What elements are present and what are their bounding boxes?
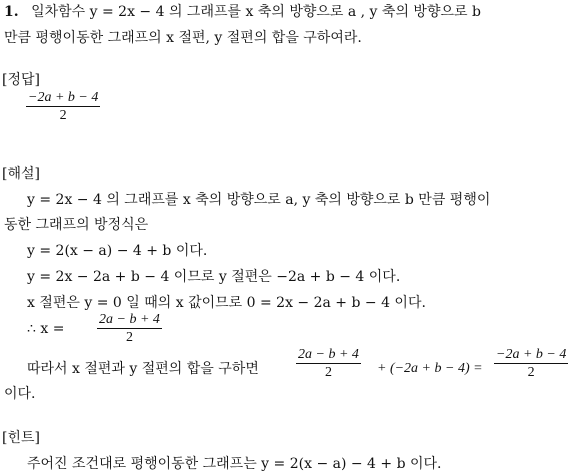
explanation-line-7-middle: + (−2a + b − 4) = [377,361,483,376]
answer-denominator: 2 [59,108,67,123]
answer-heading: [정답] [2,72,40,88]
problem-number: 1. [4,4,19,20]
problem-text-1: 일차함수 y = 2x − 4 의 그래프를 x 축의 방향으로 a , y 축의 방향으로 b [31,4,481,20]
explanation-line-7-numerator-1: 2a − b + 4 [298,347,359,362]
explanation-line-2: 동한 그래프의 방정식은 [4,217,149,233]
explanation-line-8: 이다. [4,386,36,402]
explanation-line-6-numerator: 2a − b + 4 [99,312,160,327]
explanation-line-5: x 절편은 y = 0 일 때의 x 값이므로 0 = 2x − 2a + b − 4 이다. [27,295,426,311]
explanation-line-7-numerator-2: −2a + b − 4 [496,347,567,362]
hint-heading: [힌트] [2,430,40,446]
explanation-line-4: y = 2x − 2a + b − 4 이므로 y 절편은 −2a + b − 4 이다. [27,269,401,285]
explanation-line-1: y = 2x − 4 의 그래프를 x 축의 방향으로 a, y 축의 방향으로 b 만큼 평행이 [27,192,491,208]
answer-numerator: −2a + b − 4 [28,90,99,105]
explanation-line-7-fraction-1 [296,346,361,381]
explanation-line-7-denominator-1: 2 [324,365,332,380]
explanation-line-7-prefix: 따라서 x 절편과 y 절편의 합을 구하면 [27,361,259,377]
explanation-heading: [해설] [2,166,40,182]
answer-fraction [26,89,100,124]
hint-line-1: 주어진 조건대로 평행이동한 그래프는 y = 2(x − a) − 4 + b 이다. [27,456,442,472]
explanation-line-3: y = 2(x − a) − 4 + b 이다. [27,243,208,259]
explanation-line-7-fraction-2 [494,346,568,381]
explanation-line-6-denominator: 2 [125,330,133,345]
explanation-line-7-denominator-2: 2 [527,365,535,380]
problem-line-1 [4,3,481,21]
explanation-line-6-prefix: ∴ x = [27,321,65,337]
explanation-line-6-fraction [97,311,162,346]
problem-line-2: 만큼 평행이동한 그래프의 x 절편, y 절편의 합을 구하여라. [4,30,362,46]
